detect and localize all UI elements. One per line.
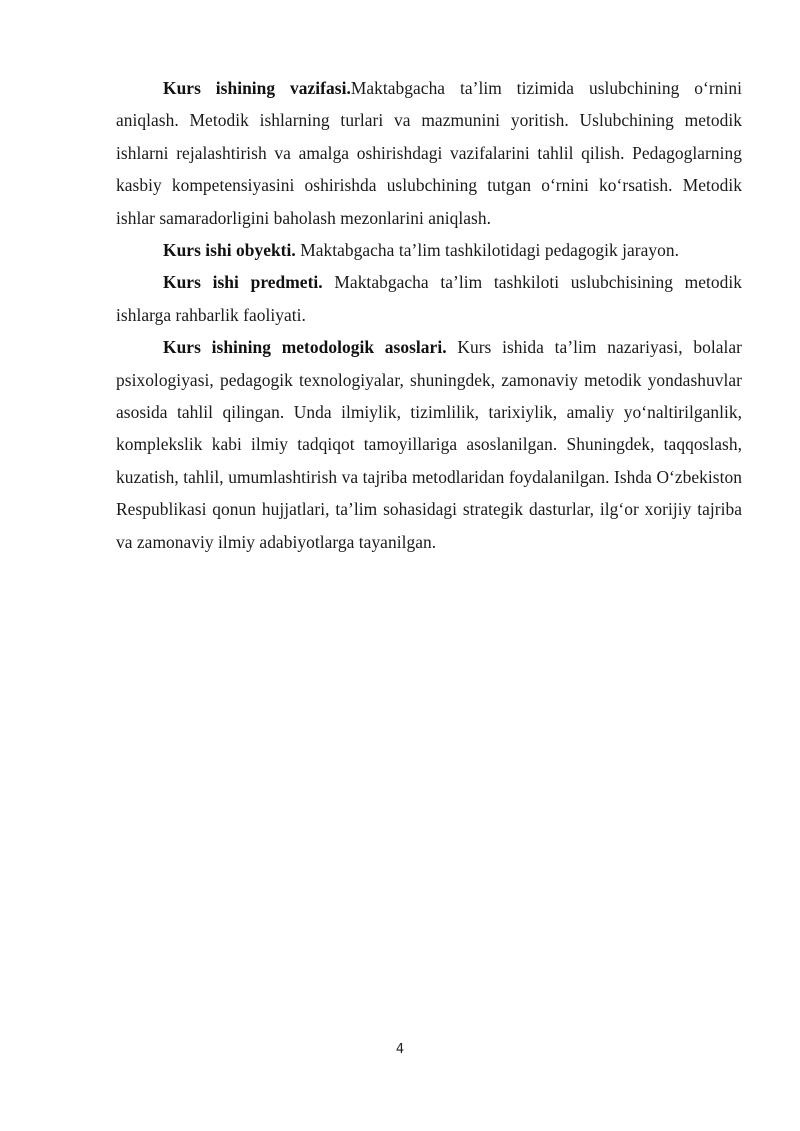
paragraph-text: Kurs ishida ta’lim nazariyasi, bolalar psixologiyasi, pedagogik texnologiyalar, shuningdek, zamonaviy metodik yondashuvlar asosida tahlil qilingan. Unda ilmiylik, tizimlilik, tarixiylik, amaliy yo‘naltirilganlik, komplekslik kabi ilmiy tadqiqot tamoyillariga asoslanilgan. Shuningdek, taqqoslash, kuzatish, tahlil, umumlashtirish va tajriba metodlaridan foydalanilgan. Ishda O‘zbekiston Respublikasi qonun hujjatlari, ta’lim sohasidagi strategik dasturlar, ilg‘or xorijiy tajriba va zamonaviy ilmiy adabiyotlarga tayanilgan. xyxy=(116,337,742,552)
paragraph-heading: Kurs ishining vazifasi. xyxy=(163,78,351,98)
paragraph-text: Maktabgacha ta’lim tashkilotidagi pedagogik jarayon. xyxy=(295,240,680,261)
paragraph-object xyxy=(116,234,742,266)
page-body xyxy=(116,72,742,558)
paragraph-subject xyxy=(116,266,742,331)
paragraph-heading: Kurs ishi obyekti. xyxy=(163,240,296,261)
page-number: 4 xyxy=(395,1042,405,1057)
paragraph-heading: Kurs ishi predmeti. xyxy=(163,272,323,293)
paragraph-heading: Kurs ishining metodologik asoslari. xyxy=(163,337,447,358)
paragraph-methodology xyxy=(116,331,742,558)
paragraph-tasks xyxy=(116,72,742,234)
paragraph-text: Maktabgacha ta’lim tashkiloti uslubchisining metodik ishlarga rahbarlik faoliyati. xyxy=(116,272,743,325)
paragraph-text: Maktabgacha ta’lim tizimida uslubchining o‘rnini aniqlash. Metodik ishlarning turlari va mazmunini yoritish. Uslubchining metodik ishlarni rejalashtirish va amalga oshirishdagi vazifalarini tahlil qilish. Pedagoglarning kasbiy kompetensiyasini oshirishda uslubchining tutgan o‘rnini ko‘rsatish. Metodik ishlar samaradorligini baholash mezonlarini aniqlash. xyxy=(116,78,742,228)
